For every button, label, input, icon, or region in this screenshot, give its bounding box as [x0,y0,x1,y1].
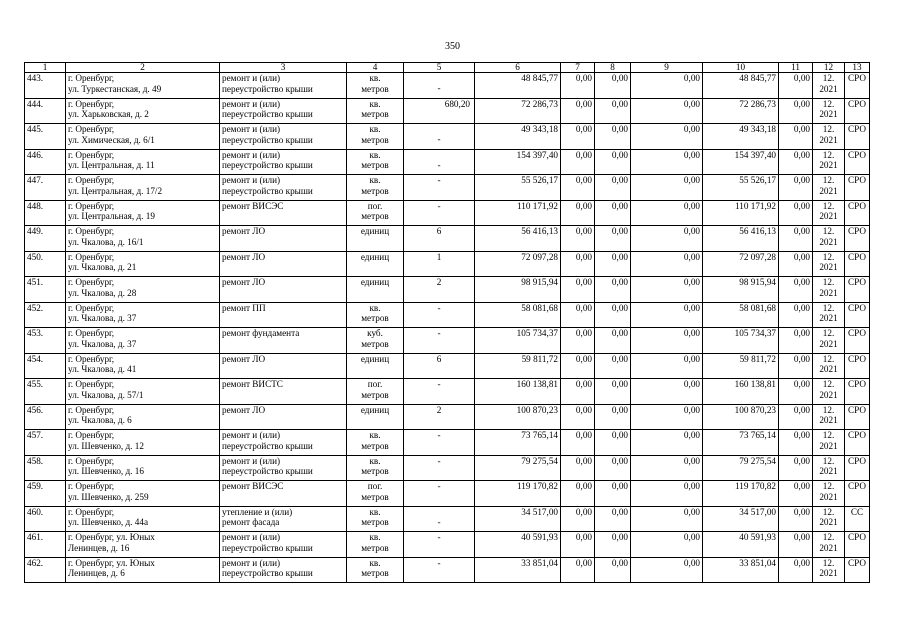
table-row [25,404,870,430]
funding-source-cell: СРО [845,226,870,252]
col11-cell: 0,00 [779,481,813,507]
table-row [25,277,870,303]
col10-cell: 72 286,73 [703,98,779,124]
table-row [25,98,870,124]
unit-cell: единиц [347,226,404,252]
work-type-cell: ремонт ЛО [220,226,347,252]
work-type-cell: ремонт ЛО [220,251,347,277]
col9-cell: 0,00 [631,277,703,303]
quantity-cell: - [404,506,475,532]
work-type-cell: ремонт и (или) переустройство крыши [220,557,347,583]
quantity-cell: - [404,200,475,226]
unit-cell: кв. метров [347,557,404,583]
col7-cell: 0,00 [561,404,595,430]
col7-cell: 0,00 [561,379,595,405]
col8-cell: 0,00 [595,226,631,252]
col8-cell: 0,00 [595,455,631,481]
col8-cell: 0,00 [595,532,631,558]
total-cost-cell: 79 275,54 [475,455,561,481]
period-cell: 12. 2021 [813,404,845,430]
row-number: 447. [25,175,66,201]
col11-cell: 0,00 [779,379,813,405]
col8-cell: 0,00 [595,379,631,405]
period-cell: 12. 2021 [813,226,845,252]
address-cell: г. Оренбург, ул. Чкалова, д. 28 [66,277,220,303]
address-cell: г. Оренбург, ул. Туркестанская, д. 49 [66,73,220,99]
period-cell: 12. 2021 [813,532,845,558]
col10-cell: 49 343,18 [703,124,779,150]
unit-cell: единиц [347,404,404,430]
period-cell: 12. 2021 [813,277,845,303]
work-type-cell: ремонт и (или) переустройство крыши [220,532,347,558]
quantity-cell: - [404,149,475,175]
col9-cell: 0,00 [631,251,703,277]
table-row [25,353,870,379]
page-number: 350 [445,41,460,52]
col7-cell: 0,00 [561,353,595,379]
unit-cell: кв. метров [347,175,404,201]
col10-cell: 119 170,82 [703,481,779,507]
col9-cell: 0,00 [631,73,703,99]
funding-source-cell: СРО [845,251,870,277]
row-number: 462. [25,557,66,583]
col8-cell: 0,00 [595,175,631,201]
col7-cell: 0,00 [561,557,595,583]
col9-cell: 0,00 [631,557,703,583]
unit-cell: кв. метров [347,430,404,456]
work-type-cell: ремонт и (или) переустройство крыши [220,455,347,481]
quantity-cell: - [404,175,475,201]
col11-cell: 0,00 [779,455,813,481]
unit-cell: кв. метров [347,302,404,328]
col11-cell: 0,00 [779,226,813,252]
period-cell: 12. 2021 [813,149,845,175]
col10-cell: 79 275,54 [703,455,779,481]
unit-cell: кв. метров [347,455,404,481]
col9-cell: 0,00 [631,430,703,456]
col8-cell: 0,00 [595,302,631,328]
col7-cell: 0,00 [561,175,595,201]
col7-cell: 0,00 [561,532,595,558]
col10-cell: 98 915,94 [703,277,779,303]
col8-cell: 0,00 [595,98,631,124]
total-cost-cell: 72 286,73 [475,98,561,124]
col9-cell: 0,00 [631,481,703,507]
period-cell: 12. 2021 [813,175,845,201]
quantity-cell: - [404,481,475,507]
unit-cell: кв. метров [347,98,404,124]
col9-cell: 0,00 [631,328,703,354]
total-cost-cell: 98 915,94 [475,277,561,303]
address-cell: г. Оренбург, ул. Чкалова, д. 37 [66,302,220,328]
col11-cell: 0,00 [779,251,813,277]
col11-cell: 0,00 [779,506,813,532]
column-header-11: 11 [779,63,813,73]
capital-repair-table [24,62,870,583]
col7-cell: 0,00 [561,302,595,328]
quantity-cell: - [404,328,475,354]
work-type-cell: утепление и (или) ремонт фасада [220,506,347,532]
funding-source-cell: СРО [845,277,870,303]
column-header-10: 10 [703,63,779,73]
row-number: 458. [25,455,66,481]
funding-source-cell: СРО [845,557,870,583]
work-type-cell: ремонт и (или) переустройство крыши [220,98,347,124]
column-header-7: 7 [561,63,595,73]
quantity-cell: - [404,124,475,150]
quantity-cell: - [404,379,475,405]
col10-cell: 110 171,92 [703,200,779,226]
address-cell: г. Оренбург, ул. Чкалова, д. 6 [66,404,220,430]
col7-cell: 0,00 [561,124,595,150]
row-number: 460. [25,506,66,532]
table-row [25,226,870,252]
col9-cell: 0,00 [631,379,703,405]
total-cost-cell: 105 734,37 [475,328,561,354]
col11-cell: 0,00 [779,175,813,201]
col10-cell: 100 870,23 [703,404,779,430]
row-number: 454. [25,353,66,379]
period-cell: 12. 2021 [813,328,845,354]
unit-cell: кв. метров [347,532,404,558]
table-row [25,175,870,201]
col10-cell: 58 081,68 [703,302,779,328]
work-type-cell: ремонт ВИСЭС [220,481,347,507]
row-number: 452. [25,302,66,328]
col10-cell: 105 734,37 [703,328,779,354]
col7-cell: 0,00 [561,481,595,507]
row-number: 448. [25,200,66,226]
total-cost-cell: 48 845,77 [475,73,561,99]
col10-cell: 154 397,40 [703,149,779,175]
total-cost-cell: 34 517,00 [475,506,561,532]
col9-cell: 0,00 [631,149,703,175]
col9-cell: 0,00 [631,200,703,226]
col8-cell: 0,00 [595,506,631,532]
col8-cell: 0,00 [595,149,631,175]
period-cell: 12. 2021 [813,251,845,277]
work-type-cell: ремонт ЛО [220,277,347,303]
col7-cell: 0,00 [561,200,595,226]
column-header-5: 5 [404,63,475,73]
unit-cell: единиц [347,251,404,277]
col10-cell: 33 851,04 [703,557,779,583]
table-row [25,149,870,175]
col7-cell: 0,00 [561,328,595,354]
col9-cell: 0,00 [631,302,703,328]
row-number: 445. [25,124,66,150]
address-cell: г. Оренбург, ул. Центральная, д. 11 [66,149,220,175]
quantity-cell: 6 [404,226,475,252]
funding-source-cell: СРО [845,124,870,150]
address-cell: г. Оренбург, ул. Шевченко, д. 44а [66,506,220,532]
col11-cell: 0,00 [779,98,813,124]
work-type-cell: ремонт ВИСЭС [220,200,347,226]
period-cell: 12. 2021 [813,302,845,328]
funding-source-cell: СРО [845,302,870,328]
col8-cell: 0,00 [595,430,631,456]
period-cell: 12. 2021 [813,481,845,507]
col7-cell: 0,00 [561,506,595,532]
quantity-cell: 6 [404,353,475,379]
funding-source-cell: СРО [845,98,870,124]
table-row [25,251,870,277]
funding-source-cell: СРО [845,353,870,379]
row-number: 443. [25,73,66,99]
table-row [25,328,870,354]
period-cell: 12. 2021 [813,379,845,405]
period-cell: 12. 2021 [813,506,845,532]
work-type-cell: ремонт ЛО [220,353,347,379]
period-cell: 12. 2021 [813,455,845,481]
address-cell: г. Оренбург, ул. Центральная, д. 19 [66,200,220,226]
address-cell: г. Оренбург, ул. Шевченко, д. 12 [66,430,220,456]
column-header-13: 13 [845,63,870,73]
total-cost-cell: 56 416,13 [475,226,561,252]
col8-cell: 0,00 [595,277,631,303]
col7-cell: 0,00 [561,455,595,481]
work-type-cell: ремонт фундамента [220,328,347,354]
quantity-cell: - [404,73,475,99]
col9-cell: 0,00 [631,226,703,252]
col9-cell: 0,00 [631,404,703,430]
period-cell: 12. 2021 [813,353,845,379]
column-header-4: 4 [347,63,404,73]
row-number: 446. [25,149,66,175]
col7-cell: 0,00 [561,149,595,175]
col9-cell: 0,00 [631,532,703,558]
col9-cell: 0,00 [631,175,703,201]
quantity-cell: - [404,532,475,558]
total-cost-cell: 119 170,82 [475,481,561,507]
col8-cell: 0,00 [595,404,631,430]
table-row [25,557,870,583]
period-cell: 12. 2021 [813,430,845,456]
total-cost-cell: 58 081,68 [475,302,561,328]
quantity-cell: - [404,557,475,583]
column-header-9: 9 [631,63,703,73]
col10-cell: 73 765,14 [703,430,779,456]
work-type-cell: ремонт ВИСТС [220,379,347,405]
work-type-cell: ремонт ЛО [220,404,347,430]
col8-cell: 0,00 [595,353,631,379]
table-row [25,200,870,226]
funding-source-cell: СРО [845,481,870,507]
col8-cell: 0,00 [595,328,631,354]
table-row [25,302,870,328]
work-type-cell: ремонт и (или) переустройство крыши [220,73,347,99]
col11-cell: 0,00 [779,557,813,583]
col11-cell: 0,00 [779,430,813,456]
work-type-cell: ремонт и (или) переустройство крыши [220,430,347,456]
row-number: 450. [25,251,66,277]
col7-cell: 0,00 [561,226,595,252]
column-header-2: 2 [66,63,220,73]
quantity-cell: 680,20 [404,98,475,124]
unit-cell: пог. метров [347,379,404,405]
work-type-cell: ремонт и (или) переустройство крыши [220,175,347,201]
total-cost-cell: 49 343,18 [475,124,561,150]
col10-cell: 160 138,81 [703,379,779,405]
unit-cell: кв. метров [347,73,404,99]
column-header-3: 3 [220,63,347,73]
col7-cell: 0,00 [561,430,595,456]
total-cost-cell: 33 851,04 [475,557,561,583]
col11-cell: 0,00 [779,353,813,379]
funding-source-cell: СРО [845,73,870,99]
col10-cell: 40 591,93 [703,532,779,558]
funding-source-cell: СРО [845,328,870,354]
col8-cell: 0,00 [595,200,631,226]
funding-source-cell: СРО [845,404,870,430]
col11-cell: 0,00 [779,73,813,99]
column-header-12: 12 [813,63,845,73]
unit-cell: единиц [347,277,404,303]
col7-cell: 0,00 [561,98,595,124]
table-row [25,455,870,481]
address-cell: г. Оренбург, ул. Харьковская, д. 2 [66,98,220,124]
col10-cell: 59 811,72 [703,353,779,379]
col9-cell: 0,00 [631,353,703,379]
address-cell: г. Оренбург, ул. Юных Ленинцев, д. 16 [66,532,220,558]
unit-cell: кв. метров [347,506,404,532]
col9-cell: 0,00 [631,98,703,124]
quantity-cell: 2 [404,277,475,303]
col7-cell: 0,00 [561,251,595,277]
col11-cell: 0,00 [779,532,813,558]
quantity-cell: - [404,455,475,481]
col7-cell: 0,00 [561,73,595,99]
col11-cell: 0,00 [779,328,813,354]
column-header-6: 6 [475,63,561,73]
table-row [25,430,870,456]
funding-source-cell: СС [845,506,870,532]
address-cell: г. Оренбург, ул. Шевченко, д. 259 [66,481,220,507]
col11-cell: 0,00 [779,277,813,303]
address-cell: г. Оренбург, ул. Чкалова, д. 41 [66,353,220,379]
funding-source-cell: СРО [845,379,870,405]
period-cell: 12. 2021 [813,98,845,124]
address-cell: г. Оренбург, ул. Химическая, д. 6/1 [66,124,220,150]
funding-source-cell: СРО [845,175,870,201]
address-cell: г. Оренбург, ул. Чкалова, д. 37 [66,328,220,354]
col8-cell: 0,00 [595,73,631,99]
total-cost-cell: 160 138,81 [475,379,561,405]
work-type-cell: ремонт ПП [220,302,347,328]
row-number: 461. [25,532,66,558]
unit-cell: единиц [347,353,404,379]
col11-cell: 0,00 [779,124,813,150]
address-cell: г. Оренбург, ул. Чкалова, д. 57/1 [66,379,220,405]
col9-cell: 0,00 [631,455,703,481]
header-row [25,63,870,73]
column-header-1: 1 [25,63,66,73]
funding-source-cell: СРО [845,200,870,226]
col10-cell: 72 097,28 [703,251,779,277]
unit-cell: пог. метров [347,481,404,507]
table-row [25,506,870,532]
table-row [25,73,870,99]
row-number: 457. [25,430,66,456]
quantity-cell: - [404,302,475,328]
total-cost-cell: 40 591,93 [475,532,561,558]
col11-cell: 0,00 [779,149,813,175]
row-number: 444. [25,98,66,124]
period-cell: 12. 2021 [813,73,845,99]
funding-source-cell: СРО [845,149,870,175]
quantity-cell: - [404,430,475,456]
col11-cell: 0,00 [779,404,813,430]
unit-cell: куб. метров [347,328,404,354]
total-cost-cell: 110 171,92 [475,200,561,226]
address-cell: г. Оренбург, ул. Чкалова, д. 16/1 [66,226,220,252]
row-number: 451. [25,277,66,303]
total-cost-cell: 100 870,23 [475,404,561,430]
address-cell: г. Оренбург, ул. Чкалова, д. 21 [66,251,220,277]
quantity-cell: 1 [404,251,475,277]
table-body [25,73,870,583]
row-number: 455. [25,379,66,405]
funding-source-cell: СРО [845,532,870,558]
address-cell: г. Оренбург, ул. Юных Ленинцев, д. 6 [66,557,220,583]
row-number: 449. [25,226,66,252]
period-cell: 12. 2021 [813,124,845,150]
address-cell: г. Оренбург, ул. Шевченко, д. 16 [66,455,220,481]
row-number: 459. [25,481,66,507]
table-row [25,532,870,558]
unit-cell: пог. метров [347,200,404,226]
col7-cell: 0,00 [561,277,595,303]
col10-cell: 34 517,00 [703,506,779,532]
period-cell: 12. 2021 [813,200,845,226]
quantity-cell: 2 [404,404,475,430]
funding-source-cell: СРО [845,455,870,481]
work-type-cell: ремонт и (или) переустройство крыши [220,149,347,175]
total-cost-cell: 59 811,72 [475,353,561,379]
col8-cell: 0,00 [595,124,631,150]
col11-cell: 0,00 [779,302,813,328]
period-cell: 12. 2021 [813,557,845,583]
work-type-cell: ремонт и (или) переустройство крыши [220,124,347,150]
row-number: 453. [25,328,66,354]
column-header-8: 8 [595,63,631,73]
funding-source-cell: СРО [845,430,870,456]
col10-cell: 48 845,77 [703,73,779,99]
col8-cell: 0,00 [595,481,631,507]
col9-cell: 0,00 [631,124,703,150]
row-number: 456. [25,404,66,430]
col8-cell: 0,00 [595,251,631,277]
total-cost-cell: 55 526,17 [475,175,561,201]
col11-cell: 0,00 [779,200,813,226]
table-row [25,481,870,507]
col9-cell: 0,00 [631,506,703,532]
total-cost-cell: 154 397,40 [475,149,561,175]
table-row [25,124,870,150]
unit-cell: кв. метров [347,124,404,150]
address-cell: г. Оренбург, ул. Центральная, д. 17/2 [66,175,220,201]
table-row [25,379,870,405]
total-cost-cell: 73 765,14 [475,430,561,456]
total-cost-cell: 72 097,28 [475,251,561,277]
col10-cell: 56 416,13 [703,226,779,252]
col8-cell: 0,00 [595,557,631,583]
col10-cell: 55 526,17 [703,175,779,201]
unit-cell: кв. метров [347,149,404,175]
